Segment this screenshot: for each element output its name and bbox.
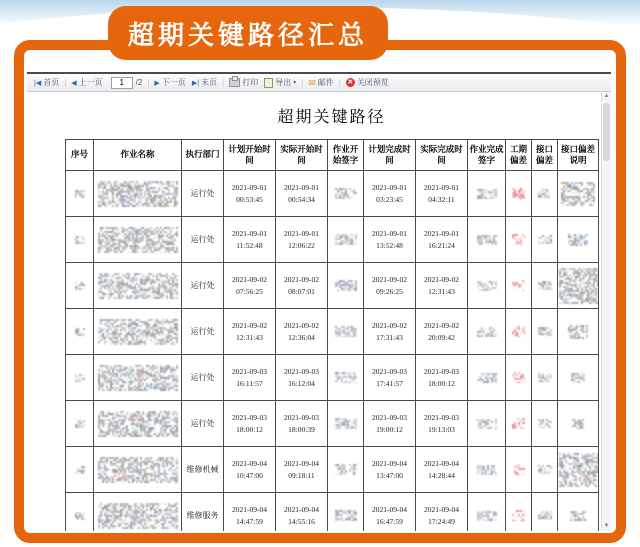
cell-actual-end: 2021-09-03 18:00:12 [416, 355, 468, 401]
cell-seq [66, 401, 94, 447]
cell-interface-deviation [532, 309, 558, 355]
report-viewer [27, 72, 611, 531]
column-header: 作业名称 [94, 140, 182, 171]
column-header: 执行部门 [182, 140, 224, 171]
cell-actual-end: 2021-09-03 19:13:03 [416, 401, 468, 447]
export-label: 导出 [275, 78, 292, 87]
report-title: 超期关键路径 [277, 109, 386, 126]
table-row [66, 493, 599, 532]
cell-interface-deviation-note [558, 401, 599, 447]
separator: | [301, 78, 304, 87]
column-header: 工期偏差 [506, 140, 532, 171]
next-page-label: 下一页 [161, 78, 186, 87]
cell-actual-end: 2021-09-01 04:32:11 [416, 171, 468, 217]
scroll-up-icon[interactable]: ▲ [603, 93, 610, 99]
cell-start-signature [328, 171, 364, 217]
table-row [66, 447, 599, 493]
chevron-down-icon: ▾ [293, 80, 297, 86]
report-page [27, 92, 611, 531]
cell-schedule-deviation [506, 493, 532, 532]
cell-actual-start: 2021-09-02 08:07:01 [276, 263, 328, 309]
cell-actual-start: 2021-09-03 18:00:39 [276, 401, 328, 447]
cell-seq [66, 171, 94, 217]
cell-interface-deviation [532, 263, 558, 309]
close-icon: ✕ [347, 79, 354, 86]
close-preview-button[interactable] [346, 77, 389, 88]
prev-page-label: 上一页 [78, 78, 103, 87]
cell-plan-start: 2021-09-04 14:47:59 [224, 493, 276, 532]
cell-department: 维修服务 [182, 493, 224, 532]
export-icon [264, 78, 273, 88]
export-button[interactable] [264, 77, 296, 88]
cell-actual-start: 2021-09-01 00:54:34 [276, 171, 328, 217]
last-page-icon: ▶| [191, 79, 200, 87]
cell-plan-start: 2021-09-03 18:00:12 [224, 401, 276, 447]
cell-interface-deviation [532, 401, 558, 447]
cell-end-signature [468, 401, 506, 447]
cell-schedule-deviation [506, 401, 532, 447]
last-page-label: 末页 [201, 78, 218, 87]
cell-interface-deviation-note [558, 447, 599, 493]
next-page-button[interactable] [154, 77, 185, 88]
cell-end-signature [468, 493, 506, 532]
cell-schedule-deviation [506, 309, 532, 355]
cell-job-name [94, 401, 182, 447]
cell-job-name [94, 309, 182, 355]
cell-start-signature [328, 355, 364, 401]
mail-label: 邮件 [317, 78, 334, 87]
cell-seq [66, 447, 94, 493]
cell-plan-end: 2021-09-03 19:00:12 [364, 401, 416, 447]
cell-plan-start: 2021-09-04 10:47:00 [224, 447, 276, 493]
cell-start-signature [328, 401, 364, 447]
cell-end-signature [468, 309, 506, 355]
cell-seq [66, 217, 94, 263]
cell-actual-end: 2021-09-04 17:24:49 [416, 493, 468, 532]
cell-plan-end: 2021-09-04 13:47:00 [364, 447, 416, 493]
cell-end-signature [468, 217, 506, 263]
cell-seq [66, 355, 94, 401]
cell-job-name [94, 263, 182, 309]
cell-seq [66, 309, 94, 355]
printer-icon [229, 78, 240, 87]
first-page-icon: |◀ [34, 79, 42, 87]
cell-interface-deviation-note [558, 355, 599, 401]
cell-end-signature [468, 263, 506, 309]
table-row [66, 309, 599, 355]
separator: | [222, 78, 225, 87]
cell-actual-start: 2021-09-03 16:12:04 [276, 355, 328, 401]
column-header: 接口偏差 [532, 140, 558, 171]
separator: | [147, 78, 150, 87]
cell-plan-end: 2021-09-04 16:47:59 [364, 493, 416, 532]
scrollbar-thumb[interactable] [603, 103, 610, 161]
cell-end-signature [468, 447, 506, 493]
cell-department: 运行处 [182, 401, 224, 447]
column-header: 接口偏差说明 [558, 140, 599, 171]
cell-actual-start: 2021-09-02 12:36:04 [276, 309, 328, 355]
column-header: 作业开始签字 [328, 140, 364, 171]
cell-schedule-deviation [506, 171, 532, 217]
cell-interface-deviation-note [558, 171, 599, 217]
cell-plan-start: 2021-09-02 07:56:25 [224, 263, 276, 309]
cell-start-signature [328, 447, 364, 493]
cell-actual-start: 2021-09-01 12:06:22 [276, 217, 328, 263]
table-header-row [66, 140, 599, 171]
table-row [66, 217, 599, 263]
cell-plan-start: 2021-09-01 11:52:48 [224, 217, 276, 263]
prev-page-icon: ◀ [71, 79, 77, 87]
table-row [66, 263, 599, 309]
cell-plan-start: 2021-09-03 16:11:57 [224, 355, 276, 401]
table-row [66, 355, 599, 401]
cell-plan-start: 2021-09-02 12:31:43 [224, 309, 276, 355]
column-header: 作业完成签字 [468, 140, 506, 171]
cell-end-signature [468, 171, 506, 217]
cell-plan-end: 2021-09-03 17:41:57 [364, 355, 416, 401]
cell-schedule-deviation [506, 355, 532, 401]
cell-actual-start: 2021-09-04 09:18:11 [276, 447, 328, 493]
column-header: 计划开始时间 [224, 140, 276, 171]
cell-job-name [94, 447, 182, 493]
cell-actual-end: 2021-09-02 20:09:42 [416, 309, 468, 355]
cell-start-signature [328, 263, 364, 309]
close-preview-label: 关闭预览 [356, 78, 389, 87]
vertical-scrollbar[interactable] [601, 92, 611, 531]
print-button[interactable] [229, 77, 258, 88]
cell-interface-deviation-note [558, 217, 599, 263]
cell-plan-end: 2021-09-02 17:31:43 [364, 309, 416, 355]
table-row [66, 401, 599, 447]
cell-interface-deviation-note [558, 263, 599, 309]
cell-plan-end: 2021-09-01 03:23:45 [364, 171, 416, 217]
cell-department: 维修机械 [182, 447, 224, 493]
column-header: 实际完成时间 [416, 140, 468, 171]
cell-actual-end: 2021-09-01 16:21:24 [416, 217, 468, 263]
total-pages-label: /2 [135, 78, 143, 87]
page-title: 超期关键路径汇总 [127, 19, 368, 50]
cell-interface-deviation [532, 355, 558, 401]
cell-department: 运行处 [182, 171, 224, 217]
column-header: 计划完成时间 [364, 140, 416, 171]
scroll-down-icon[interactable]: ▼ [603, 523, 610, 529]
cell-department: 运行处 [182, 217, 224, 263]
first-page-button[interactable] [34, 77, 59, 88]
mail-button[interactable] [308, 77, 334, 88]
cell-actual-start: 2021-09-04 14:55:16 [276, 493, 328, 532]
cell-end-signature [468, 355, 506, 401]
cell-schedule-deviation [506, 217, 532, 263]
cell-interface-deviation [532, 217, 558, 263]
mail-icon: ✉ [308, 77, 316, 88]
page-number-input[interactable] [111, 77, 133, 89]
cell-interface-deviation [532, 171, 558, 217]
cell-job-name [94, 355, 182, 401]
cell-interface-deviation [532, 447, 558, 493]
column-header: 实际开始时间 [276, 140, 328, 171]
first-page-label: 首页 [43, 78, 60, 87]
next-page-icon: ▶ [154, 79, 160, 87]
cell-plan-start: 2021-09-01 00:53:45 [224, 171, 276, 217]
cell-start-signature [328, 309, 364, 355]
cell-plan-end: 2021-09-02 09:26:25 [364, 263, 416, 309]
cell-job-name [94, 171, 182, 217]
print-label: 打印 [242, 78, 259, 87]
cell-interface-deviation [532, 493, 558, 532]
page-title-badge [108, 6, 388, 60]
cell-start-signature [328, 217, 364, 263]
report-table [65, 139, 599, 531]
cell-plan-end: 2021-09-01 13:52:48 [364, 217, 416, 263]
table-row [66, 171, 599, 217]
column-header: 序号 [66, 140, 94, 171]
cell-schedule-deviation [506, 447, 532, 493]
cell-interface-deviation-note [558, 309, 599, 355]
viewer-toolbar [27, 72, 611, 92]
cell-start-signature [328, 493, 364, 532]
cell-department: 运行处 [182, 263, 224, 309]
separator: | [338, 78, 341, 87]
separator: | [64, 78, 67, 87]
prev-page-button[interactable] [71, 77, 102, 88]
cell-job-name [94, 217, 182, 263]
cell-job-name [94, 493, 182, 532]
cell-actual-end: 2021-09-02 12:31:43 [416, 263, 468, 309]
content-frame [14, 40, 626, 543]
cell-actual-end: 2021-09-04 14:28:44 [416, 447, 468, 493]
cell-seq [66, 493, 94, 532]
last-page-button[interactable] [192, 77, 217, 88]
cell-department: 运行处 [182, 309, 224, 355]
cell-seq [66, 263, 94, 309]
cell-interface-deviation-note [558, 493, 599, 532]
cell-department: 运行处 [182, 355, 224, 401]
cell-schedule-deviation [506, 263, 532, 309]
